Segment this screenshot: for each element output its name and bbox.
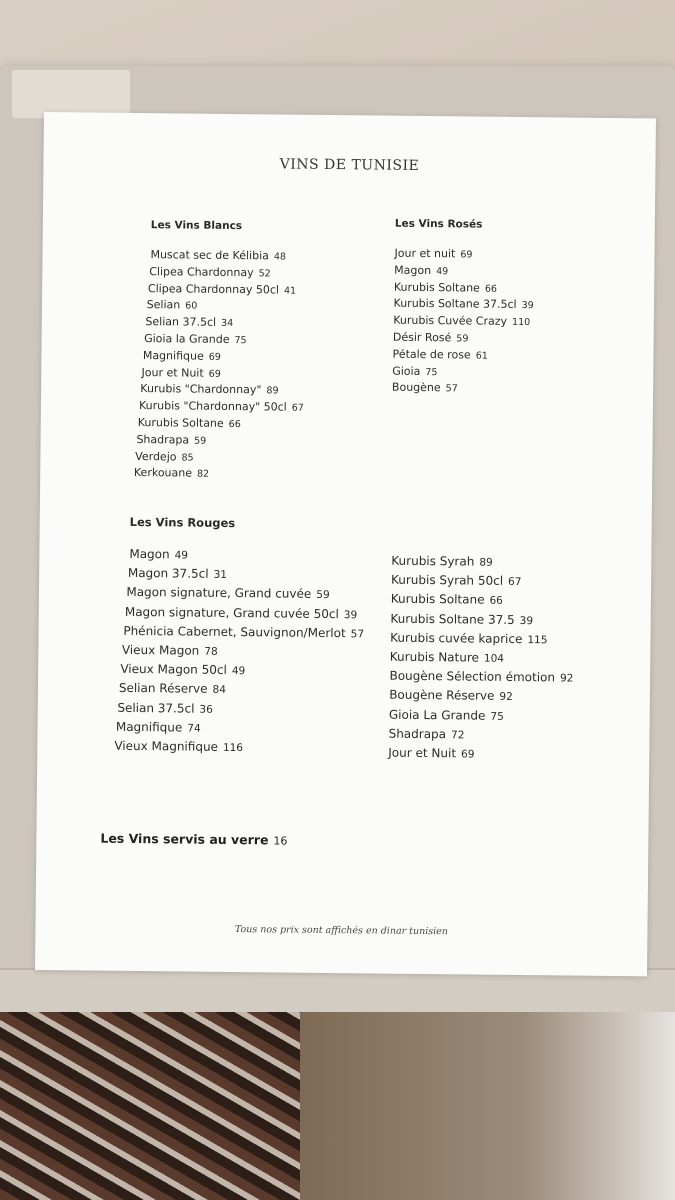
wine-price: 67 [291,402,304,414]
wine-item [392,363,533,381]
wine-name: Kurubis Soltane [393,280,480,295]
wine-price: 59 [194,435,207,447]
wine-item [389,724,573,745]
wine-name: Pétale de rose [392,347,471,362]
wine-price: 52 [258,268,271,280]
wine-name: Kurubis Soltane [137,415,224,430]
wine-item [391,571,575,592]
wine-item [394,246,534,264]
folder-strap [12,70,130,118]
blancs-column [133,219,306,484]
wine-name: Kurubis Syrah 50cl [390,572,504,589]
wine-price: 92 [559,672,574,685]
wine-item [114,737,363,759]
wine-item [389,686,573,707]
wine-name: Kurubis cuvée kaprice [390,630,523,646]
wine-name: Clipea Chardonnay [149,264,254,280]
page-title: VINS DE TUNISIE [279,156,420,174]
wine-price: 74 [187,722,201,735]
wine-item [393,330,534,348]
wine-item [123,622,364,644]
rouges-left-list [114,545,365,759]
wine-name: Magon [394,263,432,277]
wine-name: Magon signature, Grand cuvée 50cl [124,604,339,621]
wine-price: 75 [425,366,438,378]
wine-name: Kurubis Nature [389,649,480,665]
wine-price: 36 [199,703,213,716]
wine-item [388,744,572,765]
wine-name: Selian Réserve [118,681,208,697]
wine-price: 116 [222,741,244,755]
wine-name: Selian [146,298,181,312]
wine-price: 84 [212,684,226,697]
wine-item [147,297,305,315]
wine-item [119,679,364,701]
wine-item [136,432,303,451]
wine-item [141,365,304,383]
wine-price: 75 [234,334,247,347]
wine-price: 69 [208,368,221,380]
wine-name: Kurubis "Chardonnay" [140,382,262,397]
wine-price: 59 [456,333,469,345]
wine-price: 110 [511,317,531,329]
wine-name: Bougène Réserve [389,688,495,704]
wine-price: 59 [316,589,330,602]
wine-name: Clipea Chardonnay 50cl [147,281,280,297]
wine-name: Jour et nuit [394,246,456,261]
wine-name: Vieux Magnifique [114,738,219,754]
footnote: Tous nos prix sont affichés en dinar tunisien [234,924,448,938]
wine-price: 85 [181,452,194,464]
wine-name: Magnifique [142,348,204,363]
wine-item [149,264,305,282]
wine-item [135,449,303,468]
wine-item [117,698,363,720]
wine-name: Phénicia Cabernet, Sauvignon/Merlot [123,623,346,641]
wine-item [148,281,305,299]
wine-name: Shadrapa [136,432,190,447]
wine-name: Bougène Sélection émotion [389,668,556,685]
wine-price: 39 [343,608,358,621]
wine-name: Gioia La Grande [388,707,486,723]
wine-price: 82 [196,468,210,481]
wine-item [145,314,305,332]
wine-name: Gioia [392,364,421,378]
wine-price: 61 [475,350,488,362]
wine-item [389,705,573,726]
table-surface [300,1012,675,1200]
wine-name: Kurubis Soltane 37.5 [390,611,515,627]
wine-price: 69 [460,249,473,261]
wine-price: 89 [479,556,493,569]
wine-price: 69 [208,351,221,363]
wine-name: Magon [129,546,170,562]
wine-name: Magon 37.5cl [127,566,209,581]
roses-column [393,218,535,399]
wine-item [389,667,573,688]
wine-item [125,602,365,624]
wine-name: Kurubis "Chardonnay" 50cl [138,399,287,414]
wine-name: Vieux Magon [121,642,200,658]
wine-item [394,279,534,297]
wine-item [392,380,533,398]
wine-price: 49 [436,265,449,278]
rouges-heading: Les Vins Rouges [129,514,236,531]
wine-price: 31 [213,569,228,582]
wine-price: 72 [450,729,465,742]
wine-item [126,583,364,605]
roses-list [393,246,534,399]
wine-item [391,552,574,573]
wine-name: Jour et Nuit [141,365,204,380]
wine-name: Verdejo [135,449,177,463]
wine-price: 89 [266,385,279,397]
wine-price: 39 [519,614,534,627]
wine-price: 69 [460,748,475,761]
wine-name: Désir Rosé [392,330,452,345]
wine-price: 60 [185,300,198,313]
roses-heading: Les Vins Rosés [394,217,483,231]
wine-price: 57 [350,628,365,641]
wine-name: Kurubis Syrah [391,553,475,569]
wine-price: 39 [521,300,534,312]
wine-item [144,331,305,349]
wine-name: Magnifique [115,719,183,735]
rouges-right-list [389,552,574,765]
wine-price: 115 [527,633,548,647]
wine-item [129,545,365,567]
wine-item [390,648,574,669]
wine-name: Bougène [391,381,441,395]
wine-item [122,641,364,663]
verre-price: 16 [273,834,288,848]
wine-name: Selian 37.5cl [145,315,217,330]
wine-price: 41 [283,285,297,297]
wine-price: 66 [489,595,503,608]
wine-price: 75 [490,710,504,723]
wine-price: 49 [174,549,189,562]
wine-item [390,628,574,649]
wine-item [392,346,533,364]
wine-item [394,262,534,280]
rouges-column-right [389,552,574,765]
wine-item [128,564,365,586]
wine-item [390,609,574,630]
wine-name: Kurubis Soltane 37.5cl [393,297,517,312]
wine-price: 49 [231,665,246,678]
wine-price: 78 [204,645,218,658]
wine-name: Vieux Magon 50cl [120,662,227,678]
blancs-list [133,247,305,484]
wine-item [116,718,363,740]
rouges-column-left [114,514,365,759]
wine-name: Muscat sec de Kélibia [150,248,269,263]
wine-item [140,381,304,400]
wine-item [143,348,305,366]
wine-item [138,415,304,434]
wine-item [391,590,575,611]
wine-name: Magon signature, Grand cuvée [126,585,312,602]
wine-price: 104 [483,652,505,665]
wine-name: Gioia la Grande [144,332,230,346]
wine-price: 92 [499,691,513,704]
wine-name: Kurubis Soltane [390,592,485,608]
verre-label: Les Vins servis au verre [100,830,269,848]
wine-item [150,247,305,265]
wine-name: Jour et Nuit [388,745,457,761]
wine-name: Selian 37.5cl [117,700,195,716]
wine-price: 57 [445,383,458,395]
wine-item [393,313,533,331]
wine-item [139,398,304,417]
wine-price: 66 [484,283,497,295]
verre-line [100,831,287,848]
wine-name: Kerkouane [133,466,193,480]
wine-price: 66 [228,418,241,431]
wine-price: 67 [508,576,522,589]
blancs-heading: Les Vins Blancs [150,219,243,233]
wine-price: 48 [273,251,287,263]
wine-name: Kurubis Cuvée Crazy [393,313,508,329]
wine-price: 34 [221,318,234,330]
wine-item [393,296,533,314]
wine-item [120,660,364,682]
menu-page [35,112,656,976]
wine-name: Shadrapa [388,726,447,742]
wine-item [134,465,303,484]
